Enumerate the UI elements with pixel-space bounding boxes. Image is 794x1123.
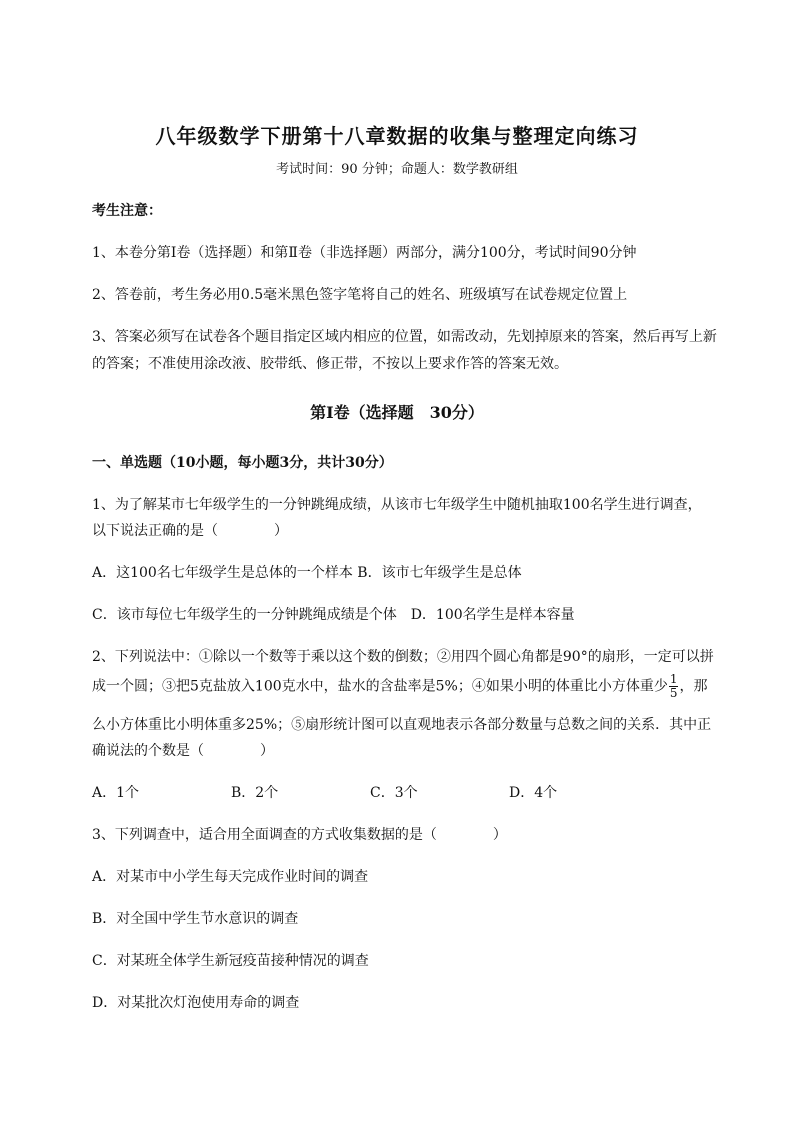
q2-option-b: B．2个 [231,785,279,801]
q3-option-d: D．对某批次灯泡使用寿命的调查 [92,995,300,1011]
q2-stem-line2-text: 成一个圆；③把5克盐放入100克水中，盐水的含盐率是5%；④如果小明的体重比小方体重少 [92,678,668,695]
exam-info: 考试时间：90 分钟；命题人：数学教研组 [276,162,518,177]
q2-stem-line3: 么小方体重比小明体重多25%；⑤扇形统计图可以直观地表示各部分数量与总数之间的关系．其中正 [92,717,712,733]
notice-item-2: 2、答卷前，考生务必用0.5毫米黑色签字笔将自己的姓名、班级填写在试卷规定位置上 [92,287,628,303]
fraction-denominator: 5 [669,686,678,700]
q3-option-b: B．对全国中学生节水意识的调查 [92,911,299,927]
page-title: 八年级数学下册第十八章数据的收集与整理定向练习 [155,124,639,148]
section-title: 第Ⅰ卷（选择题 30分） [310,403,484,422]
q1-options-line2: C．该市每位七年级学生的一分钟跳绳成绩是个体 D．100名学生是样本容量 [92,607,575,623]
q3-stem: 3、下列调查中，适合用全面调查的方式收集数据的是（ ） [92,827,507,843]
q3-option-a: A．对某市中小学生每天完成作业时间的调查 [92,869,369,885]
q1-stem-line2: 以下说法正确的是（ ） [92,523,288,539]
q2-option-c: C．3个 [370,785,418,801]
fraction-one-fifth [669,673,679,700]
q1-options-line1: A．这100名七年级学生是总体的一个样本 B．该市七年级学生是总体 [92,565,522,581]
q3-option-c: C．对某班全体学生新冠疫苗接种情况的调查 [92,953,369,969]
notice-heading: 考生注意： [92,203,162,219]
q2-stem-line2 [92,673,707,700]
notice-item-3-cont: 的答案；不准使用涂改液、胶带纸、修正带，不按以上要求作答的答案无效。 [92,356,568,372]
q2-option-d: D．4个 [509,785,558,801]
q2-option-a: A．1个 [92,785,140,801]
notice-item-1: 1、本卷分第Ⅰ卷（选择题）和第Ⅱ卷（非选择题）两部分，满分100分，考试时间90分钟 [92,245,637,261]
notice-item-3: 3、答案必须写在试卷各个题目指定区域内相应的位置，如需改动，先划掉原来的答案，然后再写上新 [92,329,717,345]
q2-stem-line4: 确说法的个数是（ ） [92,743,274,759]
fraction-numerator: 1 [669,672,678,686]
q2-stem-line2-tail: ，那 [679,678,708,695]
part-heading: 一、单选题（10小题，每小题3分，共计30分） [92,455,393,471]
q1-stem-line1: 1、为了解某市七年级学生的一分钟跳绳成绩，从该市七年级学生中随机抽取100名学生进行调查， [92,497,702,513]
q2-stem-line1: 2、下列说法中：①除以一个数等于乘以这个数的倒数；②用四个圆心角都是90°的扇形，一定可以拼 [92,649,714,665]
